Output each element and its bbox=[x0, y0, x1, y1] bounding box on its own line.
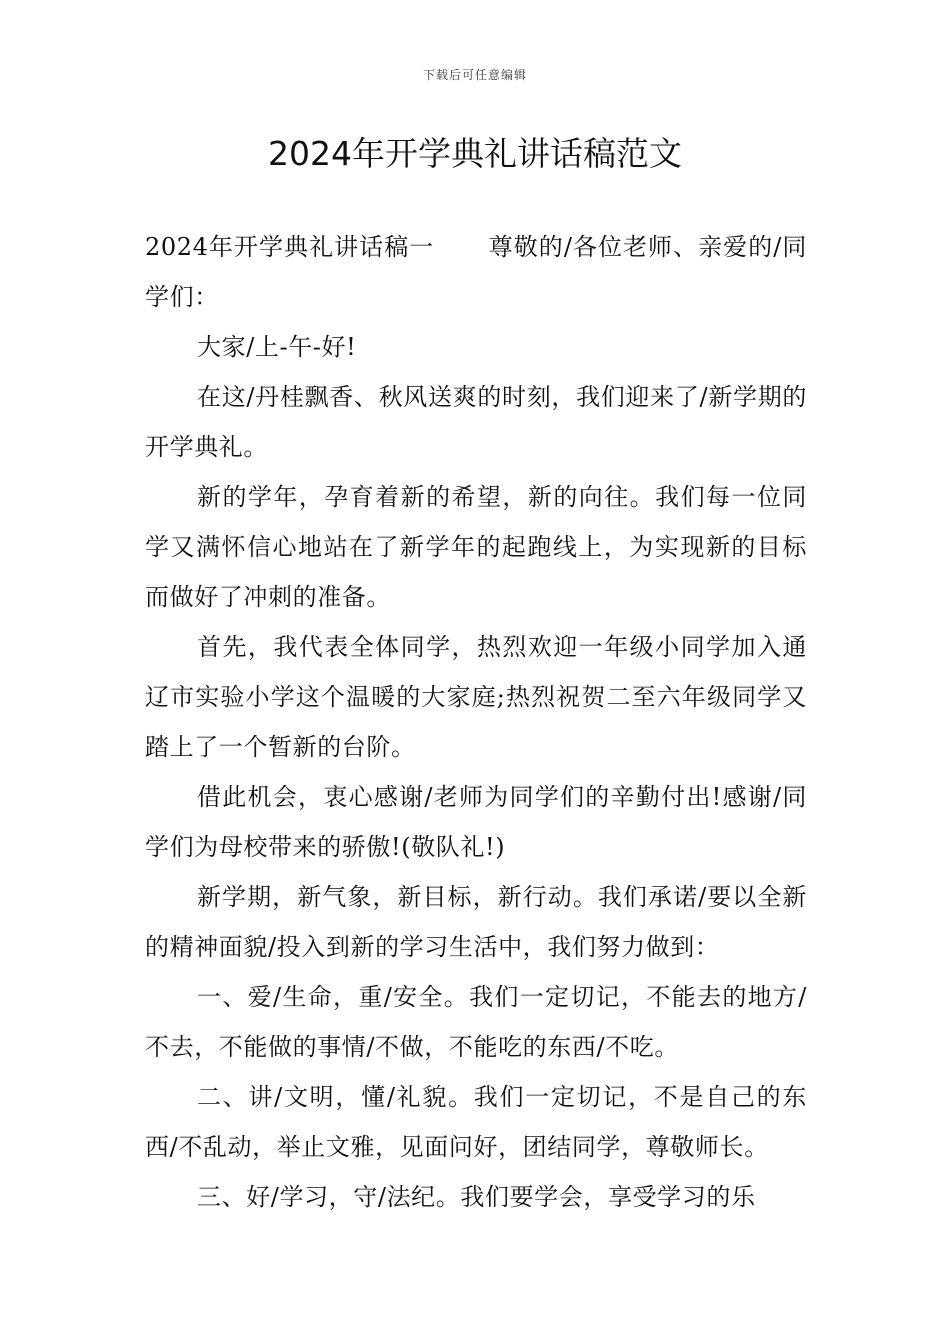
lead-paragraph bbox=[145, 222, 807, 322]
document-body bbox=[145, 222, 807, 1222]
document-title: 2024年开学典礼讲话稿范文 bbox=[268, 134, 682, 173]
body-paragraph: 新学期，新气象，新目标，新行动。我们承诺/要以全新的精神面貌/投入到新的学习生活中，我们努力做到： bbox=[145, 883, 807, 961]
speech-heading: 2024年开学典礼讲话稿一 bbox=[145, 233, 435, 261]
body-paragraph: 借此机会，衷心感谢/老师为同学们的辛勤付出!感谢/同学们为母校带来的骄傲!(敬队礼!) bbox=[145, 783, 807, 861]
header-note: 下载后可任意编辑 bbox=[422, 68, 527, 82]
body-paragraph: 三、好/学习，守/法纪。我们要学会，享受学习的乐 bbox=[197, 1183, 756, 1211]
body-paragraph: 大家/上-午-好! bbox=[197, 333, 357, 361]
body-paragraph: 在这/丹桂飘香、秋风送爽的时刻，我们迎来了/新学期的开学典礼。 bbox=[145, 383, 807, 461]
body-paragraph: 一、爱/生命，重/安全。我们一定切记，不能去的地方/不去，不能做的事情/不做，不能吃的东西/不吃。 bbox=[145, 983, 807, 1061]
body-paragraph: 二、讲/文明，懂/礼貌。我们一定切记，不是自己的东西/不乱动，举止文雅，见面问好，团结同学，尊敬师长。 bbox=[145, 1083, 807, 1161]
body-paragraph: 首先，我代表全体同学，热烈欢迎一年级小同学加入通辽市实验小学这个温暖的大家庭;热烈祝贺二至六年级同学又踏上了一个暂新的台阶。 bbox=[145, 633, 807, 761]
greeting-text: 尊敬的/各位老师、亲爱的/同学们： bbox=[145, 233, 807, 311]
body-paragraph: 新的学年，孕育着新的希望，新的向往。我们每一位同学又满怀信心地站在了新学年的起跑线上，为实现新的目标而做好了冲刺的准备。 bbox=[145, 483, 807, 611]
